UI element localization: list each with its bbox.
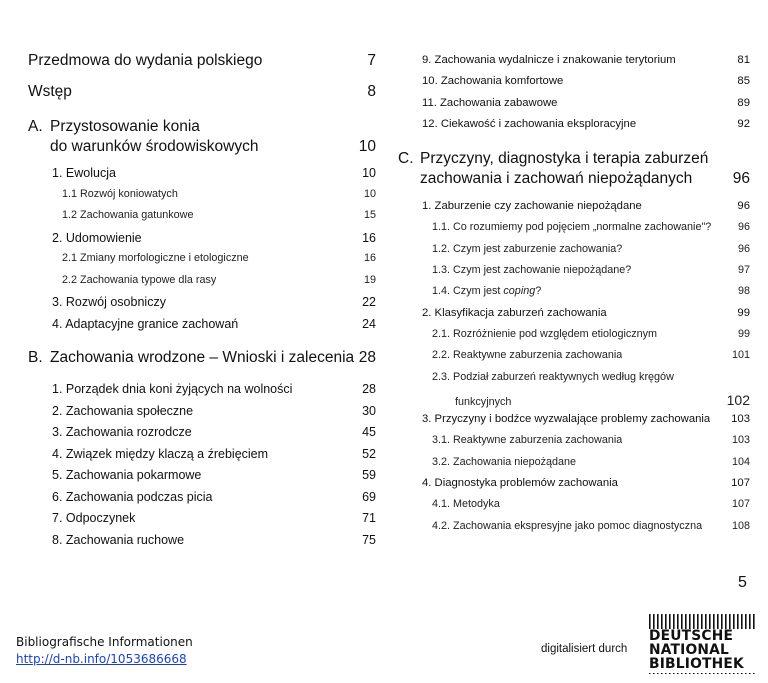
toc-entry <box>28 533 376 555</box>
toc-entry <box>398 520 750 541</box>
toc-entry-title: 9. Zachowania wydalnicze i znakowanie terytorium <box>422 54 676 66</box>
toc-entry-page: 89 <box>737 96 750 109</box>
toc-entry <box>398 200 750 221</box>
dnb-link[interactable]: http://d-nb.info/1053686668 <box>16 652 187 666</box>
toc-entry-page: 24 <box>362 316 376 331</box>
toc-entry <box>28 317 376 339</box>
toc-entry-title: 4. Związek między klaczą a źrebięciem <box>52 446 269 461</box>
toc-entry-title: 4.1. Metodyka <box>432 498 500 511</box>
toc-right-column <box>398 54 750 541</box>
toc-entry-title: 3. Rozwój osobniczy <box>52 295 166 309</box>
bibliographic-info <box>16 634 193 668</box>
toc-entry <box>28 511 376 533</box>
chapter-b-continued-entries <box>398 54 750 139</box>
toc-entry <box>398 221 750 242</box>
toc-entry-page: 99 <box>737 327 750 340</box>
toc-entry-title: 2. Udomowienie <box>52 230 142 245</box>
toc-entry-page: 16 <box>362 230 376 245</box>
toc-entry-title: 2. Zachowania społeczne <box>52 403 194 418</box>
part-a-heading <box>28 117 376 157</box>
toc-entry-page: 15 <box>363 209 376 221</box>
toc-entry-page: 103 <box>731 434 750 447</box>
toc-entry-page: 96 <box>737 200 750 213</box>
toc-entry-page: 59 <box>362 468 376 482</box>
toc-entry-page: 75 <box>362 532 376 547</box>
part-title-line: Przystosowanie konia <box>50 118 200 135</box>
toc-entry-page: 81 <box>737 54 750 66</box>
toc-entry <box>28 83 376 105</box>
part-page: 28 <box>358 349 376 366</box>
toc-entry <box>28 490 376 512</box>
toc-entry <box>398 413 750 434</box>
toc-entry <box>398 243 750 264</box>
toc-entry <box>398 349 750 370</box>
toc-entry <box>398 307 750 328</box>
toc-entry <box>398 371 750 392</box>
toc-entry-page: 108 <box>731 519 750 532</box>
toc-entry-title: funkcyjnych <box>455 395 512 408</box>
toc-entry-title: 1.4. Czym jest coping? <box>432 285 542 298</box>
toc-entry-page: 22 <box>362 295 376 309</box>
toc-entry <box>28 209 376 231</box>
toc-entry-page: 104 <box>731 455 750 468</box>
toc-entry-title: 7. Odpoczynek <box>52 511 136 525</box>
toc-entry-title: 11. Zachowania zabawowe <box>422 96 558 109</box>
toc-entry-title: 8. Zachowania ruchowe <box>52 532 185 547</box>
toc-entry-page: 96 <box>737 242 750 255</box>
part-letter: C. <box>398 150 414 168</box>
toc-entry <box>398 97 750 118</box>
toc-entry <box>28 166 376 188</box>
part-b-entries <box>28 382 376 554</box>
toc-entry-title: 2.3. Podział zaburzeń reaktywnych według kręgów <box>432 370 674 383</box>
part-title-line: zachowania i zachowań niepożądanych <box>420 170 693 188</box>
toc-entry-page: 71 <box>362 511 376 525</box>
toc-entry-title: 3.2. Zachowania niepożądane <box>432 455 577 468</box>
part-page: 10 <box>358 138 376 155</box>
toc-entry <box>398 477 750 498</box>
page-number: 5 <box>738 574 747 591</box>
toc-entry-title: 3. Przyczyny i bodźce wyzwalające problemy zachowania <box>422 413 711 426</box>
toc-entry <box>28 382 376 404</box>
toc-entry-page: 8 <box>367 83 376 100</box>
toc-entry-page: 19 <box>363 273 376 286</box>
part-title-line: do warunków środowiskowych <box>50 138 259 155</box>
toc-entry-page: 99 <box>737 306 750 319</box>
toc-entry-title: 10. Zachowania komfortowe <box>422 75 564 88</box>
toc-entry-title: 1.2 Zachowania gatunkowe <box>62 209 194 221</box>
toc-entry-title: 5. Zachowania pokarmowe <box>52 468 202 482</box>
toc-entry-title: 1. Zaburzenie czy zachowanie niepożądane <box>422 200 642 213</box>
dnb-logo-text <box>649 630 744 671</box>
part-letter: A. <box>28 118 43 135</box>
toc-entry <box>398 118 750 139</box>
toc-entry-page: 101 <box>731 349 750 362</box>
part-title: Zachowania wrodzone – Wnioski i zalecenia <box>50 349 355 366</box>
toc-entry <box>28 404 376 426</box>
toc-entry-page: 96 <box>737 221 750 234</box>
toc-entry-title: 1. Ewolucja <box>52 166 116 180</box>
toc-entry-title: 2.1 Zmiany morfologiczne i etologiczne <box>62 252 249 264</box>
toc-entry-title: 2.1. Rozróżnienie pod względem etiologicznym <box>432 327 658 340</box>
toc-entry-page: 98 <box>737 285 750 298</box>
toc-entry-title: 1. Porządek dnia koni żyjących na wolności <box>52 382 293 396</box>
digitized-by-label: digitalisiert durch <box>541 643 628 655</box>
toc-entry <box>28 468 376 490</box>
toc-entry-title: Wstęp <box>28 83 72 100</box>
toc-entry-page: 52 <box>362 446 376 461</box>
toc-entry-page: 45 <box>362 425 376 439</box>
toc-entry-title: 2.2. Reaktywne zaburzenia zachowania <box>432 349 623 362</box>
toc-entry <box>398 328 750 349</box>
toc-entry-page: 7 <box>367 52 376 69</box>
part-c-entries <box>398 200 750 541</box>
toc-entry <box>398 75 750 96</box>
toc-entry-title: 1.2. Czym jest zaburzenie zachowania? <box>432 242 623 255</box>
toc-entry-title: 1.3. Czym jest zachowanie niepożądane? <box>432 264 632 277</box>
toc-entry-title: 2.2 Zachowania typowe dla rasy <box>62 273 217 286</box>
toc-entry-title: 3.1. Reaktywne zaburzenia zachowania <box>432 434 623 447</box>
toc-entry <box>28 274 376 296</box>
toc-entry-title: 4.2. Zachowania ekspresyjne jako pomoc diagnostyczna <box>432 519 703 532</box>
part-title-line: Przyczyny, diagnostyka i terapia zaburzeń <box>420 150 709 168</box>
toc-entry <box>28 188 376 210</box>
toc-entry-page: 97 <box>737 264 750 277</box>
toc-entry-title: 3. Zachowania rozrodcze <box>52 425 192 439</box>
toc-entry-page: 28 <box>362 382 376 396</box>
toc-entry-page: 102 <box>726 391 750 408</box>
toc-entry-title: 12. Ciekawość i zachowania eksploracyjne <box>422 117 637 130</box>
toc-entry-page: 92 <box>737 117 750 130</box>
toc-entry <box>28 447 376 469</box>
logo-line: DEUTSCHE <box>649 628 734 644</box>
toc-entry <box>398 285 750 306</box>
toc-entry <box>398 392 750 413</box>
toc-left-column <box>28 50 376 554</box>
part-c-heading <box>398 149 750 189</box>
toc-entry-page: 30 <box>362 403 376 418</box>
toc-entry <box>398 54 750 75</box>
toc-entry <box>28 425 376 447</box>
toc-entry <box>28 52 376 74</box>
toc-entry-title: Przedmowa do wydania polskiego <box>28 52 263 69</box>
toc-entry-title: 4. Adaptacyjne granice zachowań <box>52 316 239 331</box>
toc-entry-page: 16 <box>363 252 376 264</box>
toc-entry-page: 10 <box>363 187 376 200</box>
part-a-entries <box>28 166 376 338</box>
toc-entry <box>28 231 376 253</box>
toc-entry <box>28 252 376 274</box>
toc-entry <box>398 498 750 519</box>
toc-entry-page: 107 <box>731 477 750 490</box>
part-b-heading <box>28 348 376 368</box>
bibliographic-info-label: Bibliografische Informationen <box>16 635 193 649</box>
coping-term: coping <box>503 285 536 298</box>
part-letter: B. <box>28 349 43 366</box>
part-page: 96 <box>732 170 750 188</box>
toc-entry <box>28 295 376 317</box>
toc-entry-page: 69 <box>362 489 376 504</box>
toc-entry-page: 85 <box>737 75 750 88</box>
toc-entry-title: 4. Diagnostyka problemów zachowania <box>422 477 618 490</box>
toc-entry <box>398 456 750 477</box>
toc-entry-title: 6. Zachowania podczas picia <box>52 489 213 504</box>
logo-line: BIBLIOTHEK <box>649 655 744 672</box>
toc-entry-title: 1.1. Co rozumiemy pod pojęciem „normalne zachowanie"? <box>432 221 712 234</box>
toc-entry-page: 103 <box>731 413 750 426</box>
toc-entry-page: 10 <box>362 166 376 180</box>
toc-entry-title: 1.1 Rozwój koniowatych <box>62 187 178 200</box>
toc-entry <box>398 264 750 285</box>
toc-entry-title: 2. Klasyfikacja zaburzeń zachowania <box>422 306 607 319</box>
toc-entry-page: 107 <box>731 498 750 511</box>
toc-entry <box>398 434 750 455</box>
logo-line: NATIONAL <box>649 641 730 658</box>
